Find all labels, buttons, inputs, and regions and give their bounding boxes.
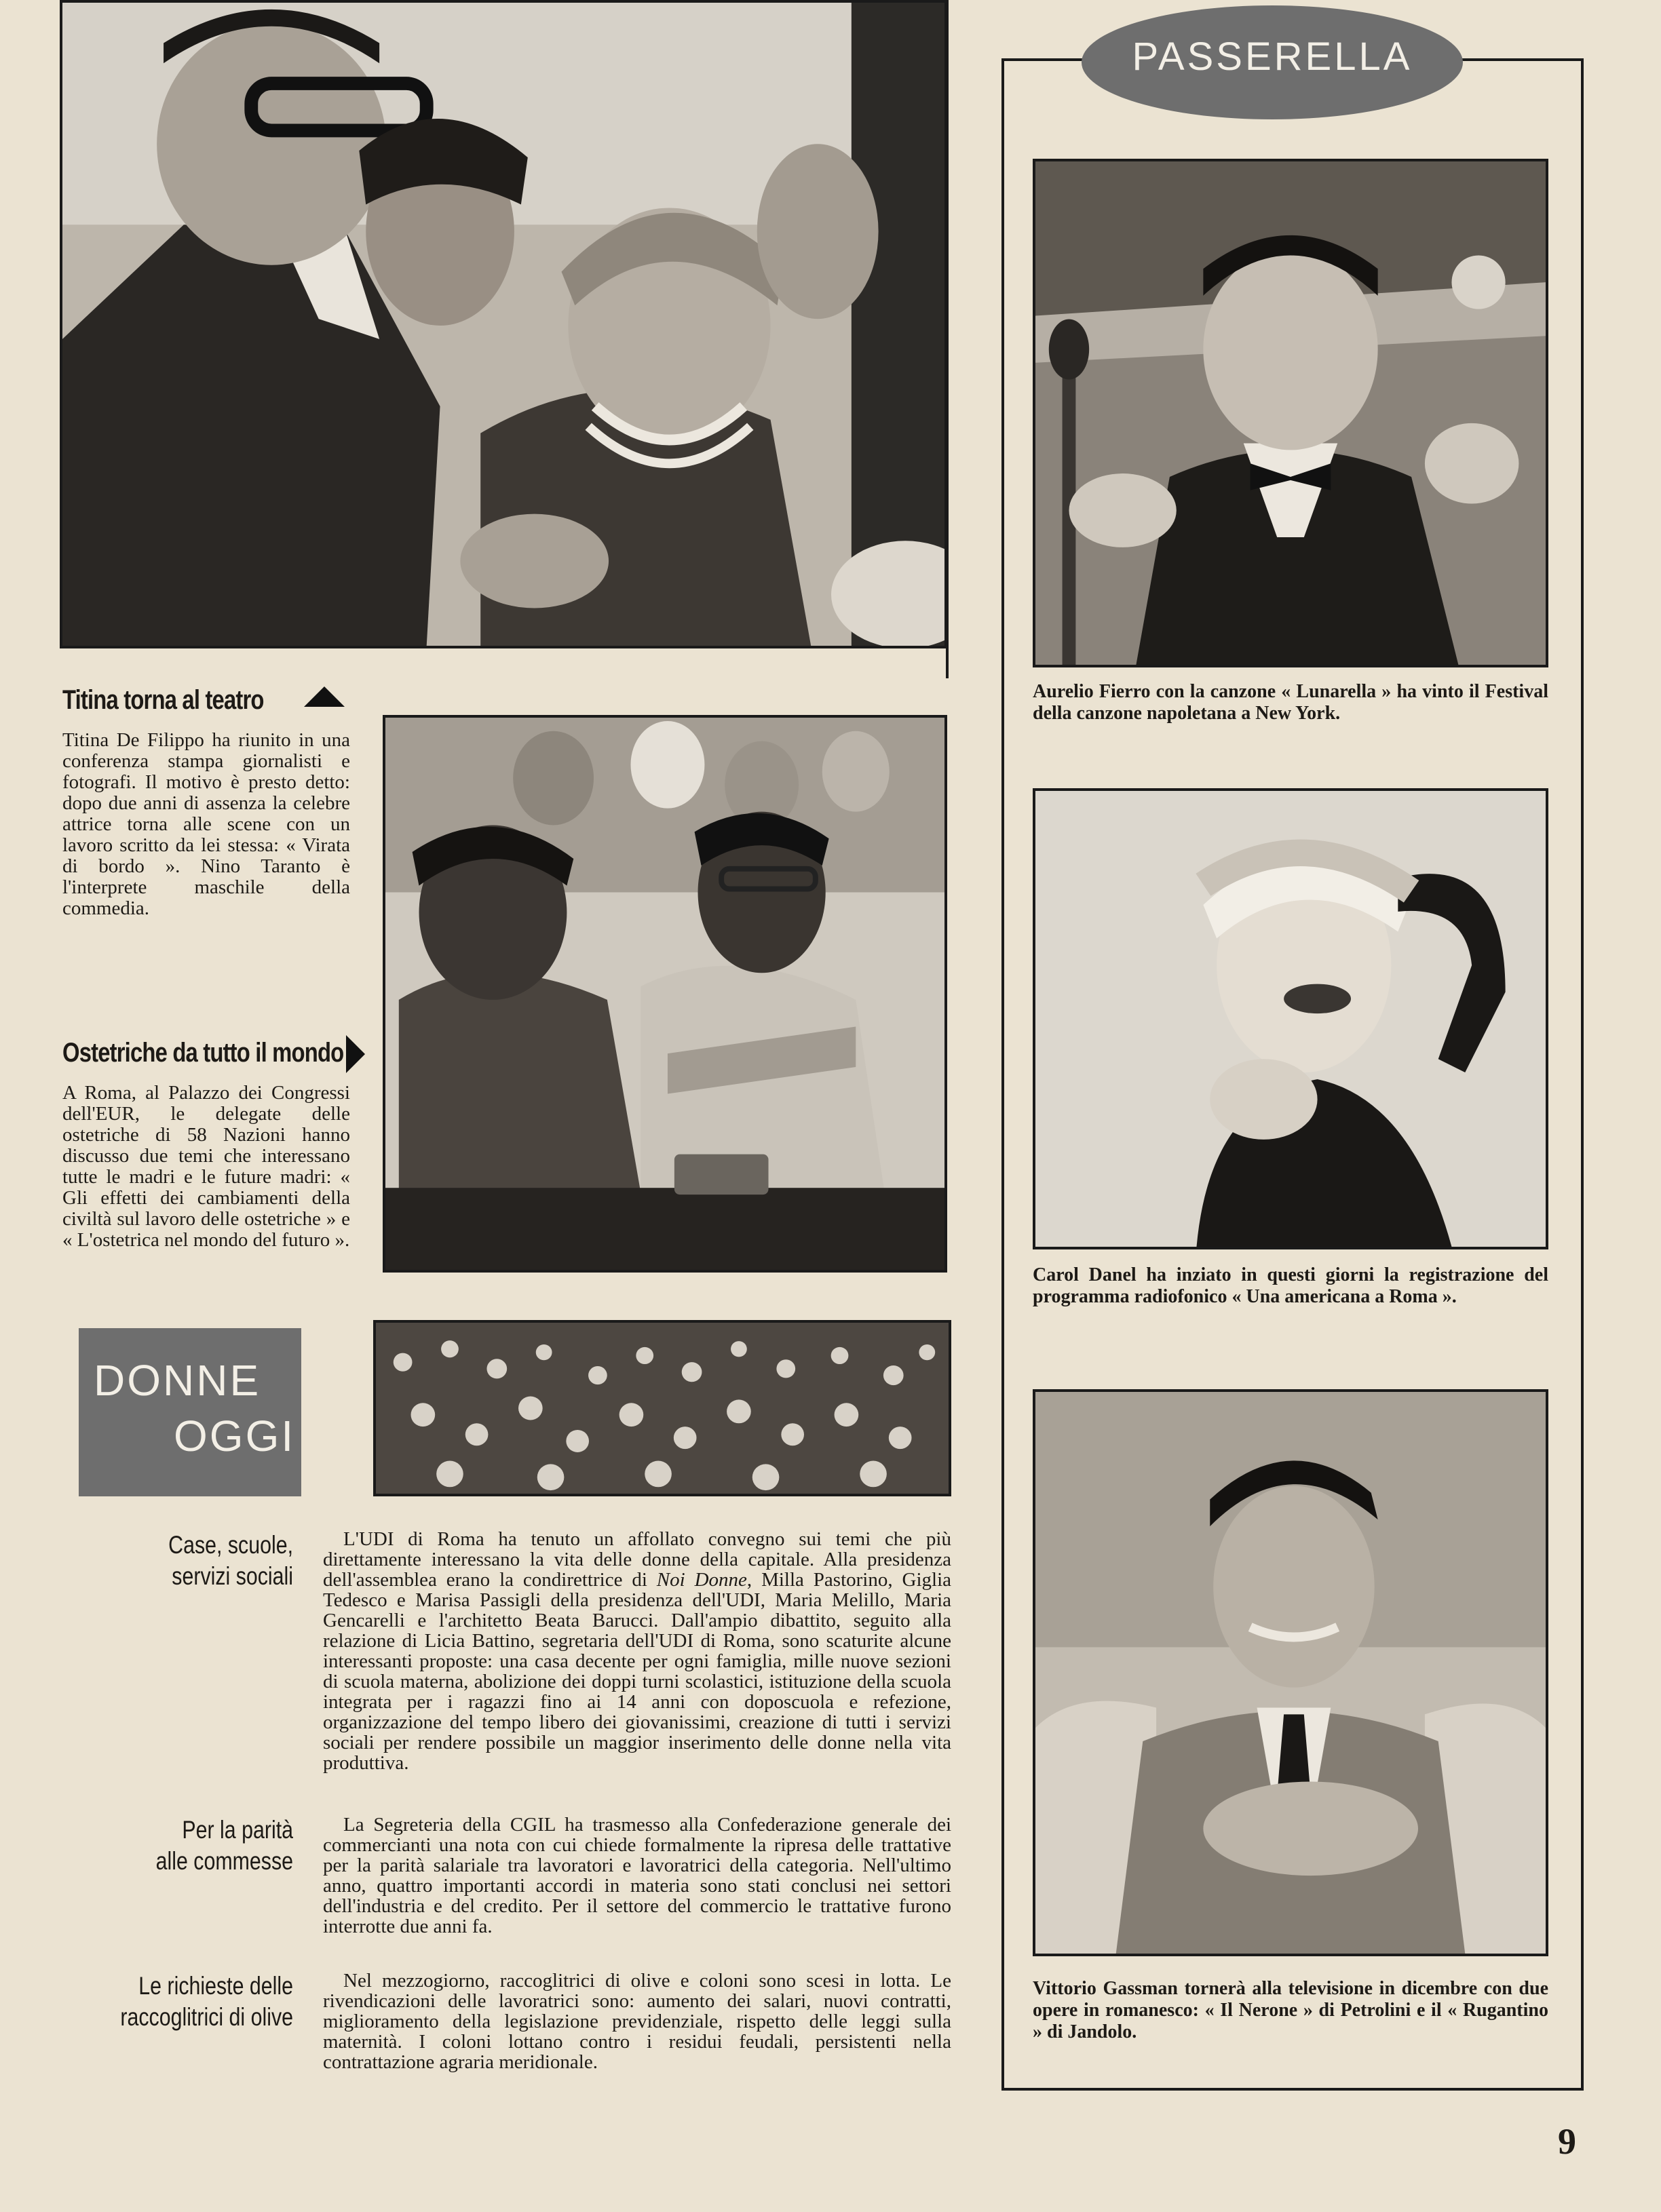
column-divider: [946, 0, 949, 678]
side-head-case-scuole: Case, scuole, servizi sociali: [168, 1531, 293, 1590]
triangle-right-icon: [346, 1035, 365, 1073]
article-case-scuole: L'UDI di Roma ha tenuto un affollato convegno sui temi che più direttamente interessano la vita delle donne della capitale. Alla presidenza dell'assemblea erano la condirettrice di Noi Donne, Milla Pastorino, Giglia Tedesco e Marisa Passigli della presidenza dell'UDI, Maria Melillo, Maria Gencarelli e l'architetto Beata Barucci. Dall'ampio dibattito, seguito alla relazione di Licia Battino, segretaria dell'UDI di Roma, sono scaturite alcune interessanti proposte: una casa decente per ogni famiglia, mille nuove sezioni di scuola materna, abolizione dei doppi turni scolastici, istituzione della scuola integrata per i ragazzi fino ai 14 anni con doposcuola e refezione, organizzazione del tempo libero dei giovanissimi, creazione di tutti i servizi sociali per rendere possibile un maggior inserimento delle donne nella vita produttiva.: [323, 1528, 951, 1774]
page-number: 9: [1558, 2121, 1576, 2162]
fierro-caption: Aurelio Fierro con la canzone « Lunarella » ha vinto il Festival della canzone napoletana a New York.: [1033, 681, 1548, 724]
danel-photo: [1033, 788, 1548, 1249]
ostetriche-photo: [383, 715, 947, 1273]
danel-caption: Carol Danel ha inziato in questi giorni la registrazione del programma radiofonico « Una americana a Roma ».: [1033, 1264, 1548, 1307]
donne-oggi-line1: DONNE: [94, 1356, 261, 1405]
article-raccoglitrici: Nel mezzogiorno, raccoglitrici di olive e coloni sono scesi in lotta. Le rivendicazioni delle lavoratrici sono: aumento dei salari, nuovi contratti, miglioramento della legislazione previdenziale, rispetto delle leggi sulla maternità. I coloni lottano contro i residui feudali, persistenti nella contrattazione agraria meridionale.: [323, 1970, 951, 2073]
fierro-photo: [1033, 159, 1548, 667]
crowd-photo: [373, 1320, 951, 1496]
passerella-title: PASSERELLA: [1132, 35, 1413, 79]
gassman-photo: [1033, 1389, 1548, 1956]
gassman-caption: Vittorio Gassman tornerà alla televisione in dicembre con due opere in romanesco: « Il Nerone » di Petrolini e il « Rugantino » di Jandolo.: [1033, 1978, 1548, 2042]
ostetriche-headline: Ostetriche da tutto il mondo: [62, 1038, 344, 1068]
titina-text: Titina De Filippo ha riunito in una conferenza stampa giornalisti e fotografi. Il motivo è presto detto: dopo due anni di assenza la celebre attrice torna alle scene con un lavoro scritto da lei stessa: « Virata di bordo ». Nino Taranto è l'interprete maschile della commedia.: [62, 729, 350, 919]
triangle-up-icon: [304, 686, 345, 707]
article-parita: La Segreteria della CGIL ha trasmesso alla Confederazione generale dei commercianti una nota con cui chiede formalmente la ripresa delle trattative per la parità salariale tra lavoratori e lavoratrici della categoria. Nell'ultimo anno, quattro importanti accordi in materia sono stati conclusi nei settori dell'industria e del credito. Per il settore del commercio le trattative furono interrotte due anni fa.: [323, 1814, 951, 1937]
side-head-raccoglitrici: Le richieste delle raccoglitrici di olive: [120, 1972, 293, 2031]
titina-headline: Titina torna al teatro: [62, 685, 264, 715]
donne-oggi-line2: OGGI: [174, 1412, 296, 1460]
ostetriche-text: A Roma, al Palazzo dei Congressi dell'EUR, le delegate delle ostetriche di 58 Nazioni hanno discusso due temi che interessano tutte le madri e le future madri: « Gli effetti dei cambiamenti della civiltà sul lavoro delle ostetriche » e « L'ostetrica nel mondo del futuro ».: [62, 1082, 350, 1251]
titina-photo: [60, 0, 947, 648]
donne-oggi-badge: [79, 1328, 301, 1496]
side-head-parita: Per la parità alle commesse: [155, 1816, 293, 1875]
passerella-badge: [1082, 5, 1463, 119]
